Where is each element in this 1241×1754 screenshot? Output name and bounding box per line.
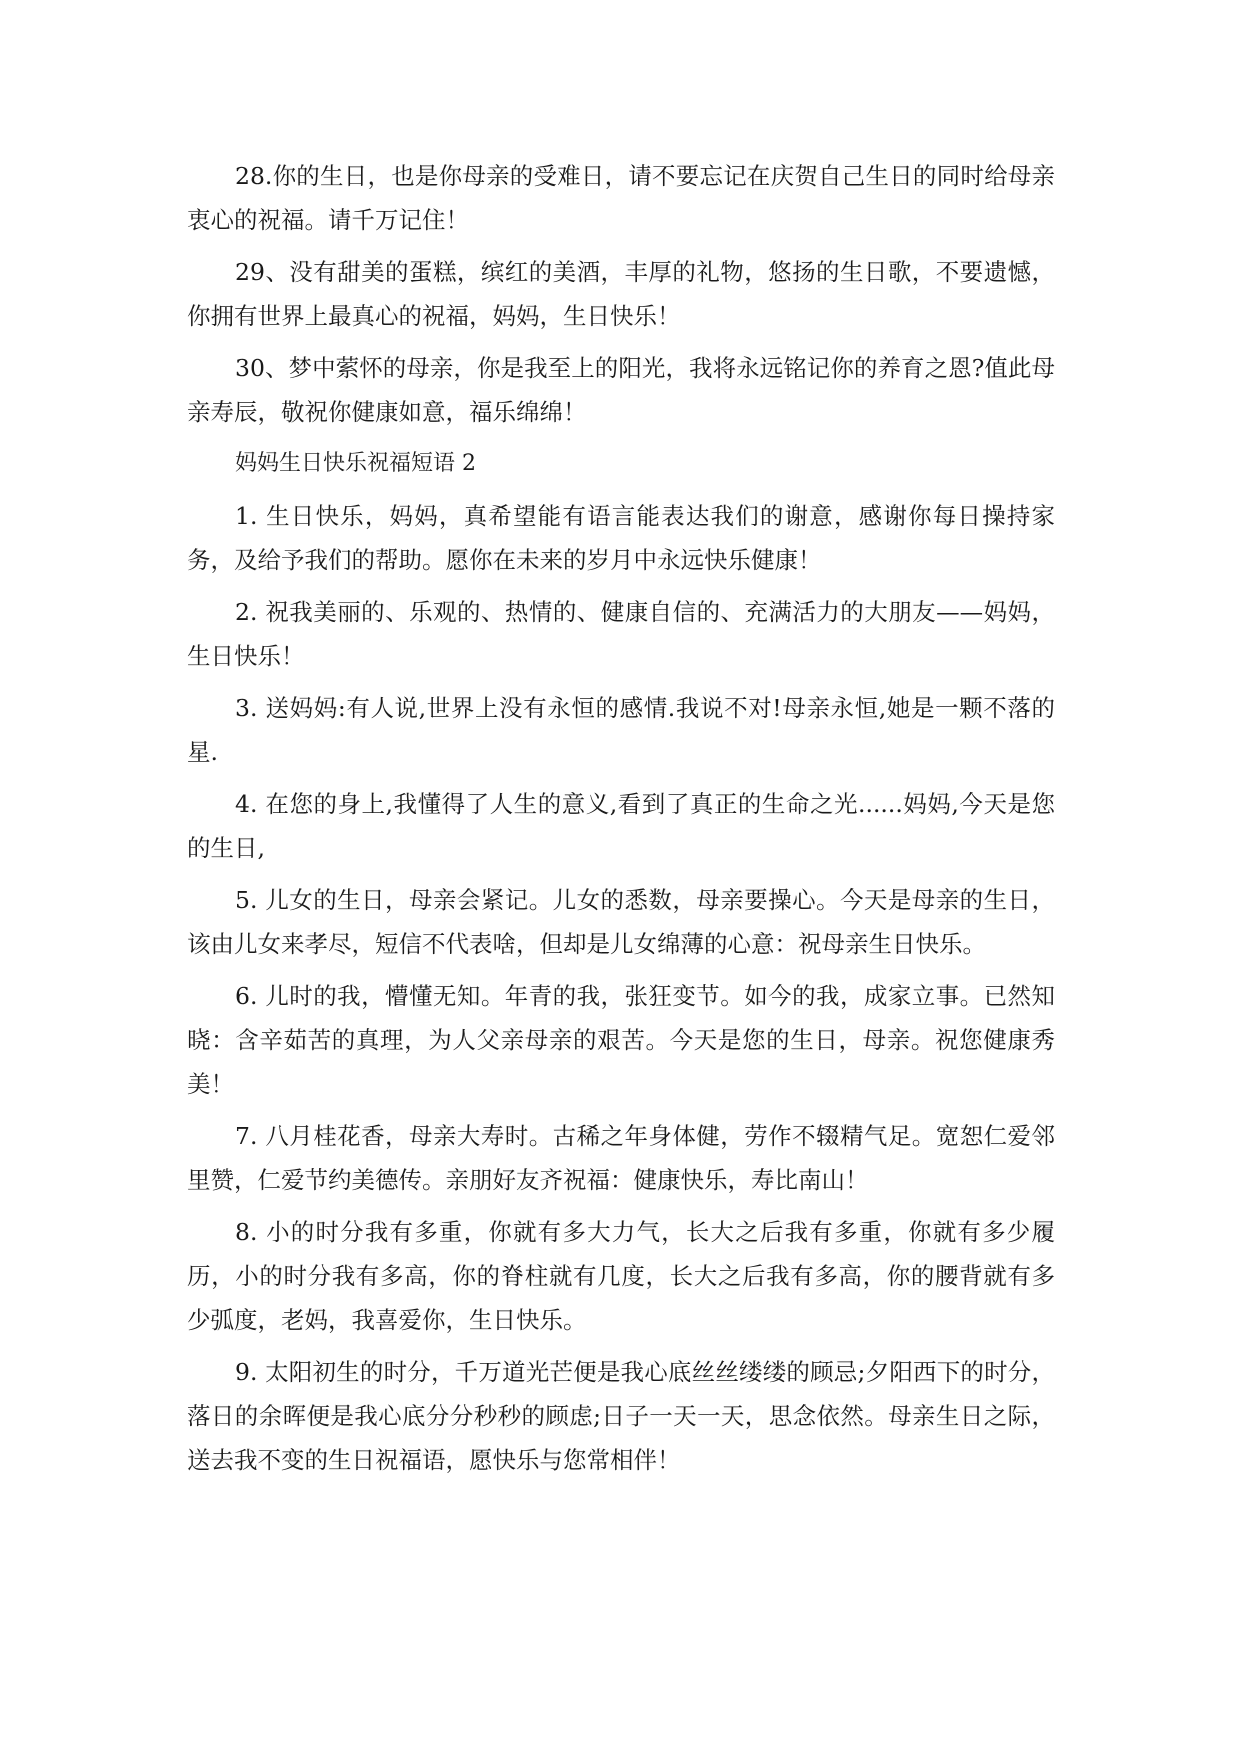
list-item: 5. 儿女的生日，母亲会紧记。儿女的悉数，母亲要操心。今天是母亲的生日，该由儿女来孝尽，短信不代表啥，但却是儿女绵薄的心意：祝母亲生日快乐。 bbox=[187, 886, 1055, 958]
list-item: 3. 送妈妈:有人说,世界上没有永恒的感情.我说不对!母亲永恒,她是一颗不落的星. bbox=[187, 694, 1055, 766]
section-heading: 妈妈生日快乐祝福短语 2 bbox=[235, 451, 476, 476]
paragraph-28: 28.你的生日，也是你母亲的受难日，请不要忘记在庆贺自己生日的同时给母亲衷心的祝福。请千万记住！ bbox=[187, 162, 1055, 234]
paragraph-29: 29、没有甜美的蛋糕，缤红的美酒，丰厚的礼物，悠扬的生日歌，不要遗憾，你拥有世界上最真心的祝福，妈妈，生日快乐！ bbox=[187, 258, 1055, 330]
list-item: 8. 小的时分我有多重，你就有多大力气，长大之后我有多重，你就有多少履历，小的时分我有多高，你的脊柱就有几度，长大之后我有多高，你的腰背就有多少弧度，老妈，我喜爱你，生日快乐。 bbox=[187, 1218, 1055, 1334]
document-page bbox=[187, 154, 1055, 1490]
list-item: 4. 在您的身上,我懂得了人生的意义,看到了真正的生命之光......妈妈,今天是您的生日, bbox=[187, 790, 1055, 862]
list-item: 6. 儿时的我，懵懂无知。年青的我，张狂变节。如今的我，成家立事。已然知晓：含辛茹苦的真理，为人父亲母亲的艰苦。今天是您的生日，母亲。祝您健康秀美！ bbox=[187, 982, 1055, 1098]
list-item: 9. 太阳初生的时分，千万道光芒便是我心底丝丝缕缕的顾忌;夕阳西下的时分，落日的余晖便是我心底分分秒秒的顾虑;日子一天一天，思念依然。母亲生日之际，送去我不变的生日祝福语，愿快乐与您常相伴！ bbox=[187, 1358, 1055, 1474]
list-item: 2. 祝我美丽的、乐观的、热情的、健康自信的、充满活力的大朋友——妈妈，生日快乐！ bbox=[187, 598, 1055, 670]
list-item: 7. 八月桂花香，母亲大寿时。古稀之年身体健，劳作不辍精气足。宽恕仁爱邻里赞，仁爱节约美德传。亲朋好友齐祝福：健康快乐，寿比南山！ bbox=[187, 1122, 1055, 1194]
list-item: 1. 生日快乐，妈妈，真希望能有语言能表达我们的谢意，感谢你每日操持家务，及给予我们的帮助。愿你在未来的岁月中永远快乐健康！ bbox=[187, 502, 1055, 574]
paragraph-30: 30、梦中萦怀的母亲，你是我至上的阳光，我将永远铭记你的养育之恩?值此母亲寿辰，敬祝你健康如意，福乐绵绵！ bbox=[187, 354, 1055, 426]
